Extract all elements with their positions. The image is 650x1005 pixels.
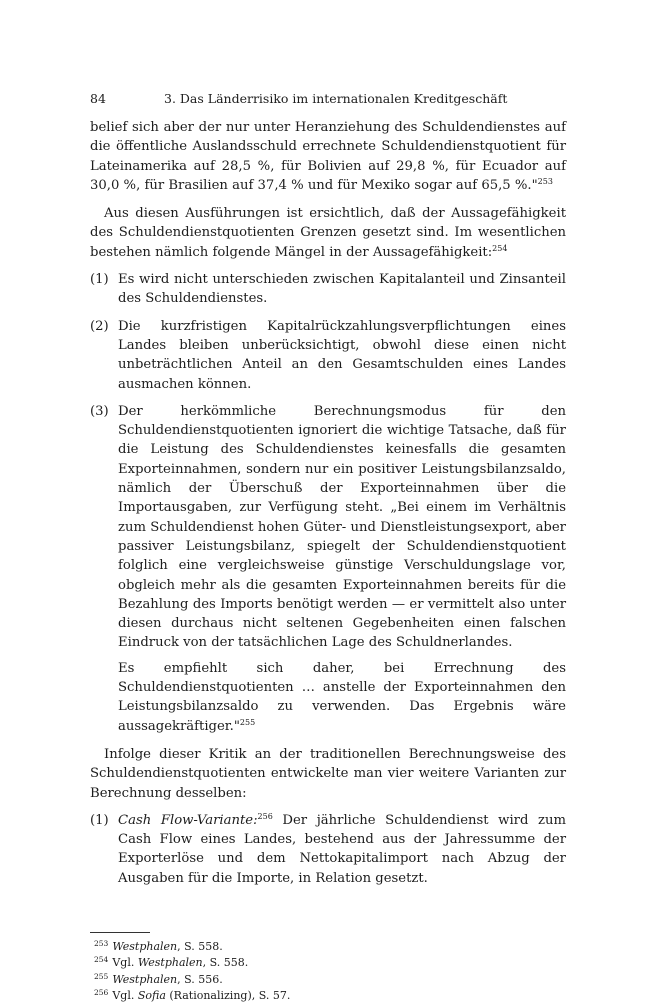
list-number: (3) [90,403,109,419]
footnote: $^{253}$ Westphalen, S. 558. [94,938,223,953]
paragraph-continued: belief sich aber der nur unter Heranziehung des Schuldendienstes auf die öffentliche Auslandsschuld errechnete Schuldendienstquotient für Lateinamerika auf 28,5 %, für Bolivien auf 29,8 %, für Ecuador auf 30,0 %, für Brasilien auf 37,4 % und für Mexiko sogar auf 65,5 %."$^{253}$ [90,120,566,193]
page-header [90,90,566,108]
deficiency-list [90,270,566,736]
footnote-ref: 255 [239,717,256,727]
page-number: 84 [90,91,106,106]
variant-title: Cash Flow-Variante: [118,812,258,828]
list-text-continued: Es empfiehlt sich daher, bei Errechnung des Schuldendienstquotienten … anstelle der Exporteinnahmen den Leistungsbilanzsaldo zu verwenden. Das Ergebnis wäre aussagekräftiger."$^{255}$ [118,660,566,734]
list-item [90,811,566,888]
list-number: (2) [90,318,109,334]
list-item [90,317,566,394]
footnotes [90,939,566,1005]
list-text: Der herkömmliche Berechnungsmodus für den Schuldendienstquotienten ignoriert die wichtige Tatsache, daß für die Leistung des Schuldendienstes keinesfalls die gesamten Exporteinnahmen, sondern nur ein positiver Leistungsbilanzsaldo, nämlich der Überschuß der Exporteinnahmen über die Importausgaben, zur Verfügung steht. „Bei einem im Verhältnis zum Schuldendienst hohen Güter- und Dienstleistungsexport, aber passiver Leistungsbilanz, spiegelt der Schuldendienstquotient folglich eine vergleichsweise günstige Verschuldungslage vor, obgleich mehr als die gesamten Exporteinnahmen bereits für die Bezahlung des Imports benötigt werden — er vermittelt also unter diesen durchaus nicht seltenen Gegebenheiten einen falschen Eindruck von der tatsächlichen Lage des Schuldnerlandes. [118,403,566,651]
list-item [90,270,566,309]
list-text: Cash Flow-Variante:$^{256}$ Der jährliche Schuldendienst wird zum Cash Flow eines Landes, bestehend aus der Jahressumme der Exporterlöse und dem Nettokapitalimport nach Abzug der Ausgaben für die Importe, in Relation gesetzt. [118,811,566,886]
list-number: (1) [90,812,109,828]
footnote: $^{255}$ Westphalen, S. 556. [94,971,223,986]
footnote-ref: 254 [492,243,508,253]
footnote-ref: 256 [257,811,273,821]
footnote: $^{256}$ Vgl. Sofia (Rationalizing), S. 57. [94,988,291,1003]
list-text: Die kurzfristigen Kapitalrückzahlungsverpflichtungen eines Landes bleiben unberücksichtigt, obwohl diese einen nicht unbeträchtlichen Anteil an den Gesamtschulden eines Landes ausmachen können. [118,318,566,392]
document-page [90,90,566,1005]
footnote: $^{254}$ Vgl. Westphalen, S. 558. [94,955,249,970]
running-title: 3. Das Länderrisiko im internationalen Kreditgeschäft [164,91,508,106]
paragraph-variants: Infolge dieser Kritik an der traditionellen Berechnungsweise des Schuldendienstquotienten entwickelte man vier weitere Varianten zur Berechnung desselben: [90,746,566,801]
variant-list [90,811,566,888]
list-text: Es wird nicht unterschieden zwischen Kapitalanteil und Zinsanteil des Schuldendienstes. [118,272,566,307]
list-item [90,402,566,736]
list-number: (1) [90,272,109,288]
paragraph-intro-deficiencies: Aus diesen Ausführungen ist ersichtlich, daß der Aussagefähigkeit des Schuldendienstquotienten Grenzen gesetzt sind. Im wesentlichen bestehen nämlich folgende Mängel in der Aussagefähigkeit:$^{254}$ [90,206,566,260]
footnote-ref: 253 [537,176,553,186]
footnote-separator [90,932,150,933]
